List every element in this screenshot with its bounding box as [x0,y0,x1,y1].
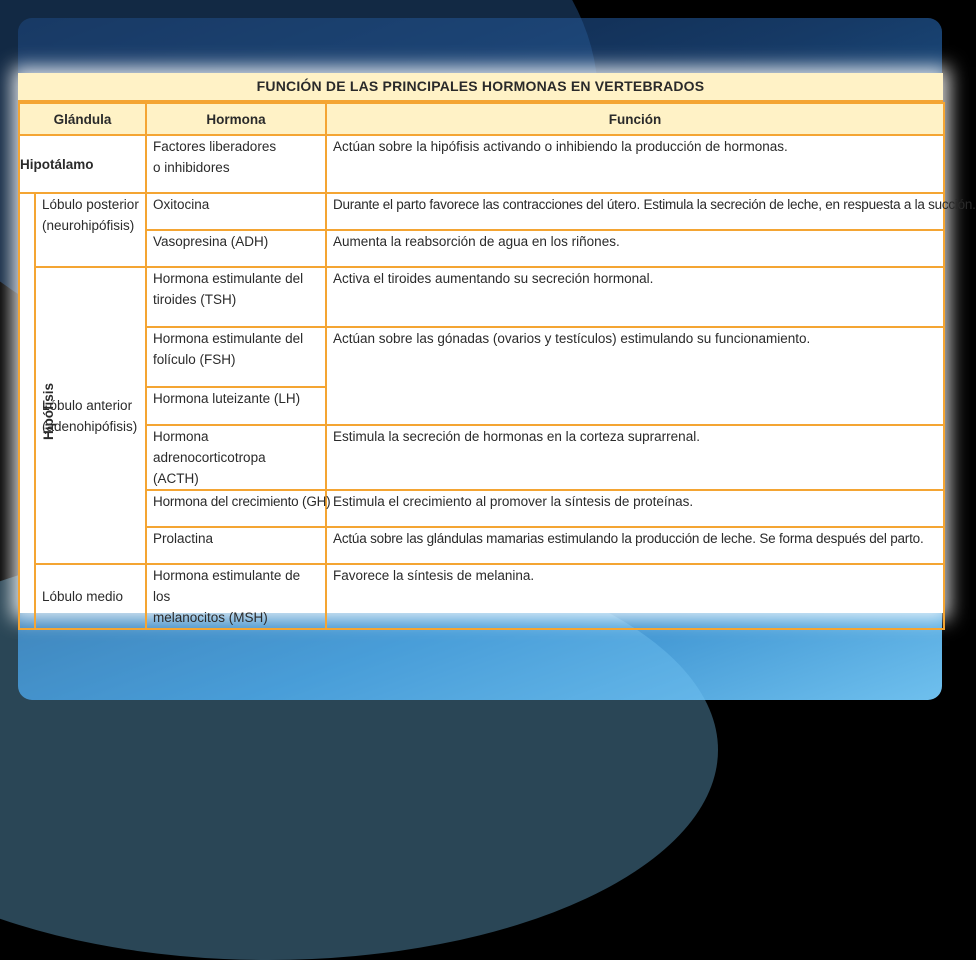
hormone-gh: Hormona del crecimiento (GH) [146,490,326,527]
header-hormona: Hormona [146,103,326,135]
lobe-medio: Lóbulo medio [35,564,146,629]
hormone-line: melanocitos (MSH) [153,610,268,625]
table-row [19,135,944,193]
hormone-table [18,102,976,630]
lobe-line: (neurohipófisis) [42,218,135,233]
hormone-line: (ACTH) [153,471,199,486]
lobe-posterior [35,193,146,267]
function-cell: Actúan sobre la hipófisis activando o inhibiendo la producción de hormonas. [326,135,944,193]
lobe-line: Lóbulo posterior [42,197,139,212]
header-glandula: Glándula [19,103,146,135]
gland-hipotalamo: Hipotálamo [19,135,146,193]
hipofisis-label: Hipófisis [41,382,57,440]
hormone-oxitocina: Oxitocina [146,193,326,230]
table-title-bar [18,73,943,102]
table-row [19,425,944,490]
table-row [19,230,944,267]
table-row [19,490,944,527]
table-row [19,327,944,387]
header-funcion: Función [326,103,944,135]
table-row [19,193,944,230]
function-prolactina: Actúa sobre las glándulas mamarias estimulando la producción de leche. Se forma después del parto. [326,527,944,564]
function-vasopresina: Aumenta la reabsorción de agua en los riñones. [326,230,944,267]
hormone-table-sheet [18,73,976,625]
hormone-acth [146,425,326,490]
hormone-prolactina: Prolactina [146,527,326,564]
hormone-line: folículo (FSH) [153,352,236,367]
hormone-vasopresina: Vasopresina (ADH) [146,230,326,267]
function-tsh: Activa el tiroides aumentando su secreción hormonal. [326,267,944,327]
hormone-line: Hormona adrenocorticotropa [153,429,266,465]
hormone-line: Hormona estimulante del [153,271,304,286]
hormone-line: tiroides (TSH) [153,292,237,307]
function-msh: Favorece la síntesis de melanina. [326,564,944,629]
hormone-line: o inhibidores [153,160,230,175]
hormone-line: Hormona estimulante del [153,331,304,346]
hormone-fsh [146,327,326,387]
table-row [19,527,944,564]
table-row [19,564,944,629]
header-row [19,103,944,135]
hormone-msh [146,564,326,629]
hormone-line: Factores liberadores [153,139,277,154]
function-gh: Estimula el crecimiento al promover la síntesis de proteínas. [326,490,944,527]
table-title: FUNCIÓN DE LAS PRINCIPALES HORMONAS EN VERTEBRADOS [256,78,705,94]
hormone-tsh [146,267,326,327]
lobe-line: Lóbulo anterior [42,397,133,413]
function-fsh-lh: Actúan sobre las gónadas (ovarios y testículos) estimulando su funcionamiento. [326,327,944,425]
table-row [19,267,944,327]
lobe-line: (adenohipófisis) [42,418,138,434]
hormone-cell [146,135,326,193]
gland-hipofisis [19,193,57,629]
hormone-line: Hormona estimulante de los [153,568,301,604]
function-acth: Estimula la secreción de hormonas en la corteza suprarrenal. [326,425,944,490]
function-oxitocina: Durante el parto favorece las contracciones del útero. Estimula la secreción de leche, en respuesta a la succión. [326,193,944,230]
hormone-lh: Hormona luteizante (LH) [146,387,326,425]
